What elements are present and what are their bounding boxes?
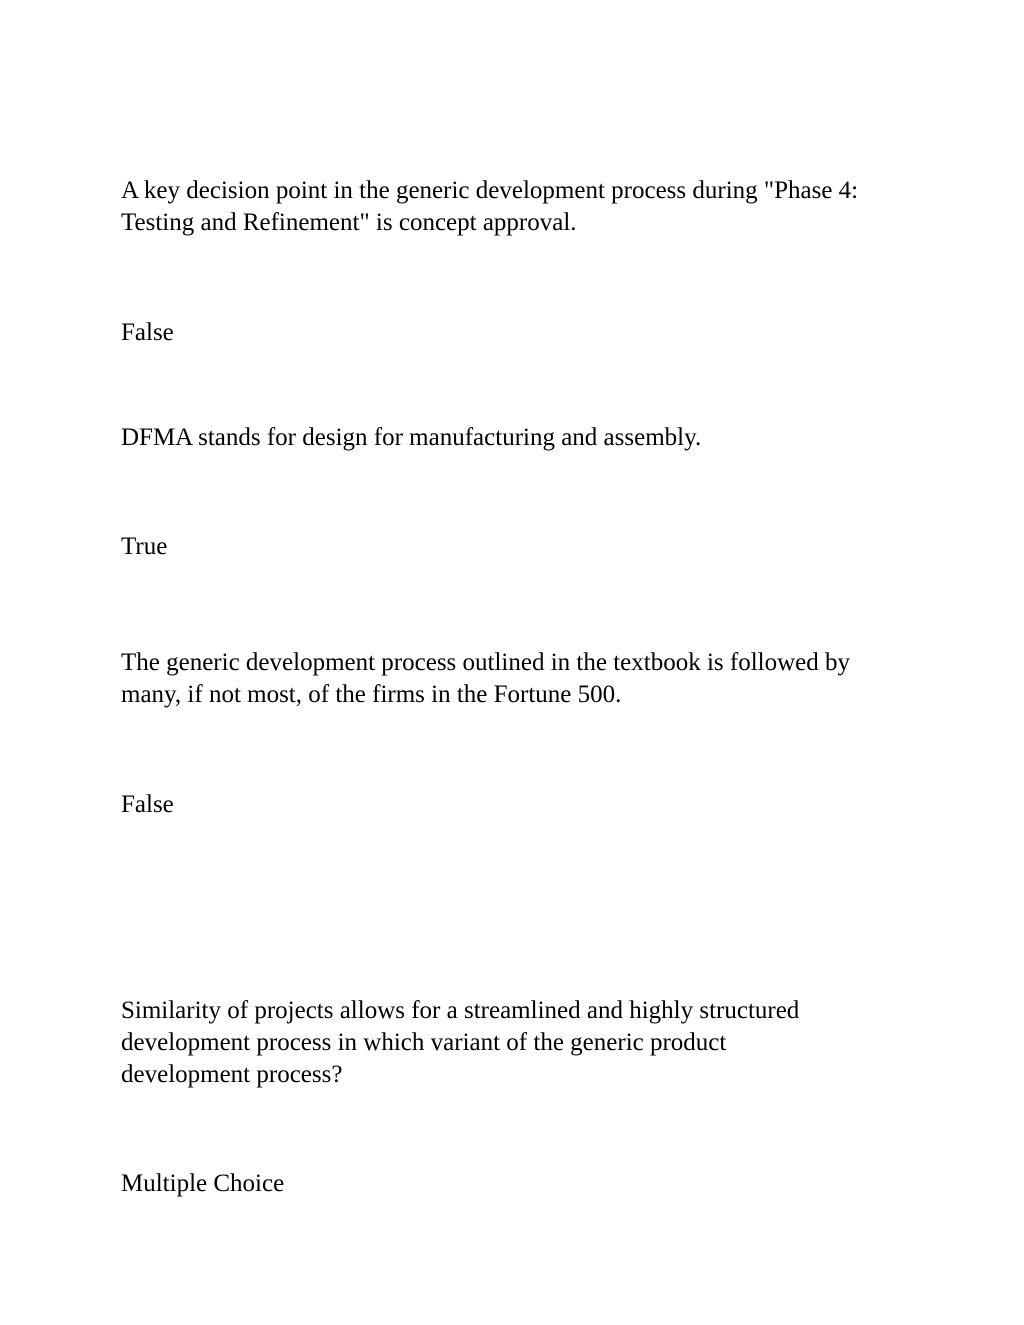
question-3-text: The generic development process outlined in the textbook is followed by many, if not most, of the firms in the Fortune 500. xyxy=(121,649,850,708)
question-4-text: Similarity of projects allows for a streamlined and highly structured development process in which variant of the generic product development process? xyxy=(121,997,800,1088)
answer-4-text: Multiple Choice xyxy=(121,1170,285,1197)
answer-2-text: True xyxy=(121,533,168,560)
answer-1-text: False xyxy=(121,319,174,346)
question-2-text: DFMA stands for design for manufacturing and assembly. xyxy=(121,424,702,451)
question-1-text: A key decision point in the generic development process during "Phase 4: Testing and Refinement" is concept approval. xyxy=(121,177,859,236)
answer-3-text: False xyxy=(121,791,174,818)
